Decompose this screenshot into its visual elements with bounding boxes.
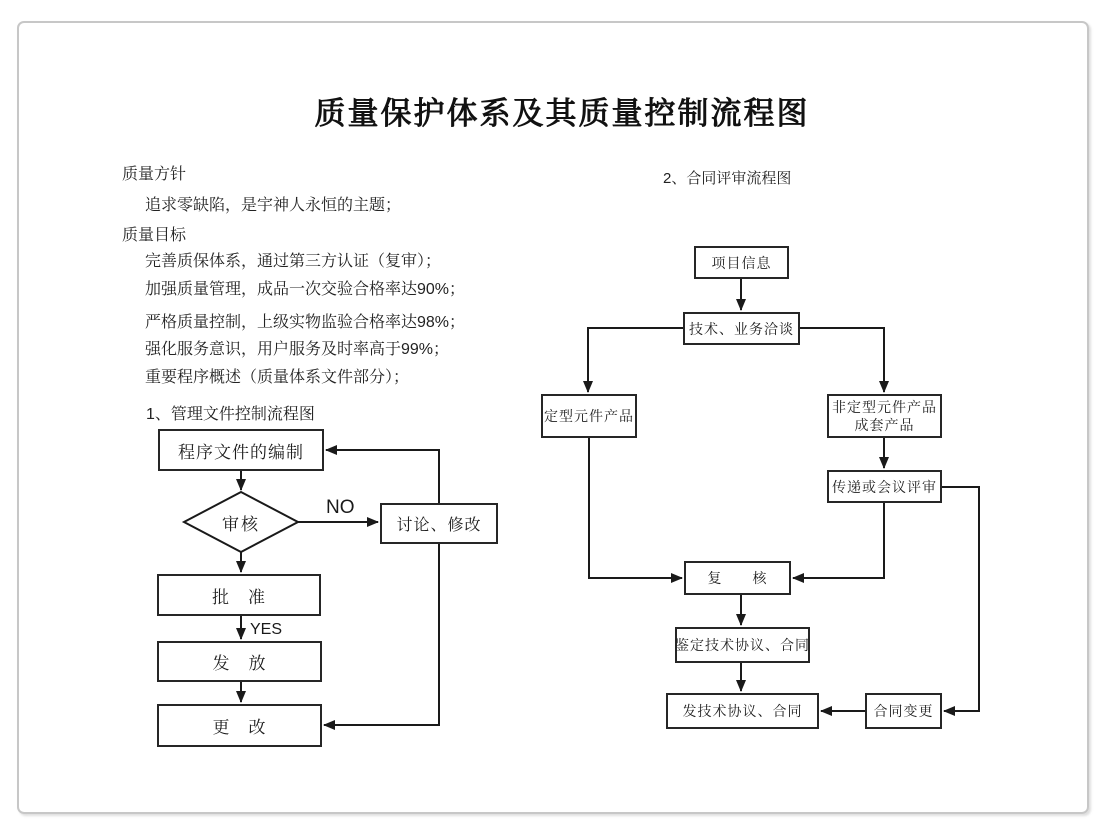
node-review-label: 审核	[222, 514, 260, 534]
edge-discuss-to-change	[324, 544, 439, 725]
goal-line: 强化服务意识，用户服务及时率高于99%；	[145, 341, 450, 358]
edge-label-no: NO	[326, 497, 355, 518]
goal-line: 严格质量控制，上级实物监验合格率达98%；	[145, 314, 466, 331]
edge-standard-to-recheck	[589, 438, 682, 578]
node-appraise: 鉴定技术协议、合同	[675, 627, 810, 663]
node-approve: 批 准	[157, 574, 321, 616]
edge-label-yes: YES	[250, 621, 283, 638]
node-change: 更 改	[157, 704, 322, 747]
goal-heading: 质量目标	[122, 227, 187, 244]
edge-transfer-to-recheck	[793, 503, 884, 578]
node-standard-product: 定型元件产品	[541, 394, 637, 438]
goal-line: 完善质保体系，通过第三方认证（复审）；	[145, 253, 442, 270]
edge-transfer-to-contract-change	[942, 487, 979, 711]
goal-line: 加强质量管理，成品一次交验合格率达90%；	[145, 281, 466, 298]
node-issue-agreement: 发技术协议、合同	[666, 693, 819, 729]
node-transfer-review: 传递或会议评审	[827, 470, 942, 503]
edge-negotiation-to-nonstandard	[800, 328, 884, 392]
nonstandard-line1: 非定型元件产品	[832, 399, 937, 415]
chart2-heading: 2、合同评审流程图	[663, 170, 792, 187]
node-discuss: 讨论、修改	[380, 503, 498, 544]
node-issue: 发 放	[157, 641, 322, 682]
edge-discuss-to-prepare	[326, 450, 439, 503]
page-title: 质量保护体系及其质量控制流程图	[314, 96, 810, 131]
node-nonstandard-product	[827, 394, 942, 438]
node-recheck: 复 核	[684, 561, 791, 595]
policy-text: 追求零缺陷，是宇神人永恒的主题；	[145, 197, 402, 214]
node-prepare: 程序文件的编制	[158, 429, 324, 471]
node-contract-change: 合同变更	[865, 693, 942, 729]
nonstandard-line2: 成套产品	[854, 417, 915, 433]
node-project-info: 项目信息	[694, 246, 789, 279]
edge-negotiation-to-standard	[588, 328, 683, 392]
chart1-heading: 1、管理文件控制流程图	[146, 406, 315, 423]
policy-heading: 质量方针	[122, 166, 187, 183]
node-negotiation: 技术、业务洽谈	[683, 312, 800, 345]
procedures-note: 重要程序概述（质量体系文件部分）；	[145, 369, 410, 386]
